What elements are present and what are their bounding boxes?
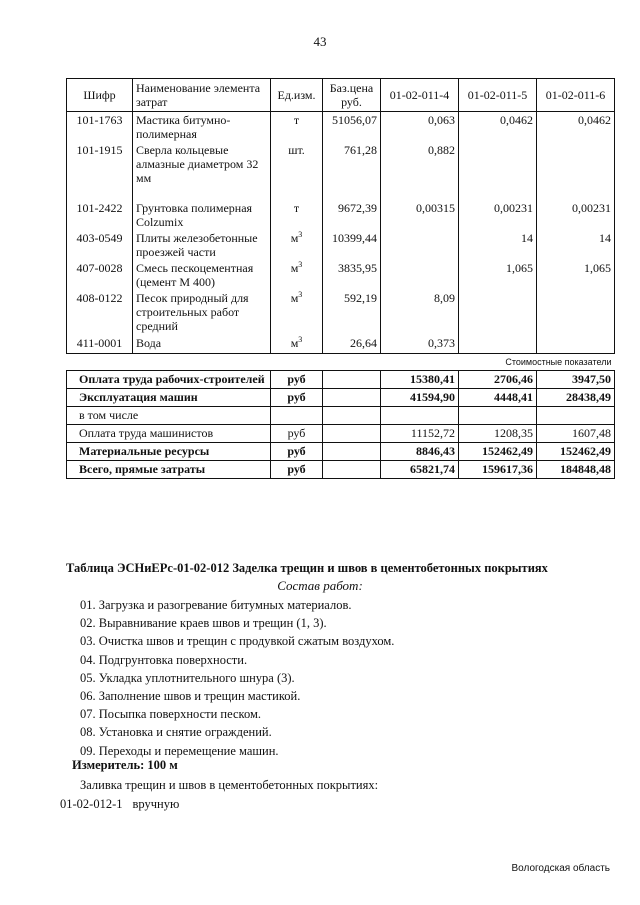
cost-price-empty [323,406,381,424]
section-subtitle: Состав работ: [277,578,363,593]
cost-price-empty [323,388,381,406]
cost-value-v5: 159617,36 [459,460,537,478]
cost-name: Оплата труда рабочих-строителей [67,370,271,388]
cost-row [67,424,615,442]
material-name: Мастика битумно-полимерная [133,112,271,143]
cost-row [67,370,615,388]
value-011-4: 0,882 [381,142,459,200]
value-011-6 [537,290,615,335]
material-unit [271,200,323,230]
cost-value-v6: 184848,48 [537,460,615,478]
unit-text: м [290,291,299,305]
col-header-name: Наименование элемента затрат [133,79,271,112]
material-name: Сверла кольцевые алмазные диаметром 32 мм [133,142,271,200]
unit-superscript: 3 [298,335,303,344]
cost-value-v6: 152462,49 [537,442,615,460]
fill-description: Заливка трещин и швов в цементобетонных покрытиях: [80,778,379,792]
cost-value-v6: 3947,50 [537,370,615,388]
value-011-5 [459,142,537,200]
cost-value-v4 [381,406,459,424]
value-011-5 [459,290,537,335]
cost-unit: руб [271,388,323,406]
col-header-price: Баз.цена руб. [323,79,381,112]
unit-text: м [290,231,299,245]
unit-text: т [293,201,300,215]
cost-value-v4: 65821,74 [381,460,459,478]
operation-item: 09. Переходы и перемещение машин. [80,743,279,758]
page-number: 43 [313,34,327,49]
norm-code-row [60,797,189,812]
meter-label: Измеритель: 100 м [72,758,178,772]
operation-item: 06. Заполнение швов и трещин мастикой. [80,689,301,704]
cost-price-empty [323,370,381,388]
unit-text: т [293,113,300,127]
value-011-6 [537,142,615,200]
table-row [67,112,615,143]
norm-code-desc: вручную [132,797,180,811]
table-row [67,335,615,353]
material-unit [271,260,323,290]
cost-price-empty [323,460,381,478]
cost-name: Материальные ресурсы [67,442,271,460]
material-price: 3835,95 [323,260,381,290]
cost-value-v6 [537,406,615,424]
cost-price-empty [323,424,381,442]
material-name: Песок природный для строительных работ средний [133,290,271,335]
cost-value-v4: 41594,90 [381,388,459,406]
cost-name: Оплата труда машинистов [67,424,271,442]
cost-name: Всего, прямые затраты [67,460,271,478]
operation-item: 01. Загрузка и разогревание битумных материалов. [80,598,352,612]
cost-value-v5 [459,406,537,424]
table-row [67,142,615,200]
value-011-4: 0,00315 [381,200,459,230]
unit-superscript: 3 [298,230,303,239]
material-code: 408-0122 [67,290,133,335]
material-code: 101-1763 [67,112,133,143]
material-name: Грунтовка полимерная Colzumix [133,200,271,230]
cost-value-v5: 2706,46 [459,370,537,388]
value-011-5 [459,335,537,353]
material-unit [271,142,323,200]
material-price: 9672,39 [323,200,381,230]
unit-text: шт. [288,143,305,157]
material-price: 26,64 [323,335,381,353]
unit-superscript: 3 [298,290,303,299]
unit-superscript: 3 [298,260,303,269]
table-row [67,290,615,335]
operations-list [80,596,394,760]
col-header-011-6: 01-02-011-6 [537,79,615,112]
section-title: Таблица ЭСНиЕРс-01-02-012 Заделка трещин и швов в цементобетонных покрытиях [66,561,548,575]
value-011-4 [381,230,459,260]
cost-value-v5: 1208,35 [459,424,537,442]
value-011-4 [381,260,459,290]
cost-header-row [67,353,615,370]
material-price: 761,28 [323,142,381,200]
value-011-5: 14 [459,230,537,260]
col-header-code: Шифр [67,79,133,112]
table-header-row [67,79,615,112]
operation-item: 08. Установка и снятие ограждений. [80,725,272,740]
cost-row [67,460,615,478]
cost-value-v5: 152462,49 [459,442,537,460]
cost-unit: руб [271,424,323,442]
cost-value-v6: 1607,48 [537,424,615,442]
value-011-6: 0,0462 [537,112,615,143]
cost-value-v4: 15380,41 [381,370,459,388]
material-code: 411-0001 [67,335,133,353]
material-price: 10399,44 [323,230,381,260]
value-011-5: 1,065 [459,260,537,290]
unit-text: м [290,261,299,275]
material-name: Плиты железобетонные проезжей части [133,230,271,260]
cost-unit: руб [271,460,323,478]
table-row [67,260,615,290]
value-011-4: 0,063 [381,112,459,143]
col-header-011-5: 01-02-011-5 [459,79,537,112]
value-011-6: 14 [537,230,615,260]
operation-item: 02. Выравнивание краев швов и трещин (1, 3). [80,616,327,631]
value-011-5: 0,0462 [459,112,537,143]
operation-item: 04. Подгрунтовка поверхности. [80,652,248,667]
material-code: 403-0549 [67,230,133,260]
material-code: 101-2422 [67,200,133,230]
cost-name: Эксплуатация машин [67,388,271,406]
cost-value-v4: 11152,72 [381,424,459,442]
material-unit [271,112,323,143]
material-unit [271,230,323,260]
cost-unit: руб [271,442,323,460]
material-name: Смесь пескоцементная (цемент М 400) [133,260,271,290]
operation-item: 05. Укладка уплотнительного шнура (3). [80,670,295,685]
cost-row [67,442,615,460]
resources-table [66,78,615,479]
operation-item: 03. Очистка швов и трещин с продувкой сжатым воздухом. [80,634,395,649]
cost-unit: руб [271,370,323,388]
table-row [67,200,615,230]
value-011-6: 0,00231 [537,200,615,230]
material-unit [271,335,323,353]
operation-item: 07. Посыпка поверхности песком. [80,707,262,722]
col-header-011-4: 01-02-011-4 [381,79,459,112]
cost-row [67,388,615,406]
norm-code: 01-02-012-1 [60,797,123,811]
cost-price-empty [323,442,381,460]
table-row [67,230,615,260]
value-011-4: 8,09 [381,290,459,335]
cost-value-v4: 8846,43 [381,442,459,460]
material-name: Вода [133,335,271,353]
cost-header-label: Стоимостные показатели [67,353,615,370]
material-code: 407-0028 [67,260,133,290]
material-code: 101-1915 [67,142,133,200]
cost-value-v6: 28438,49 [537,388,615,406]
cost-unit [271,406,323,424]
value-011-6 [537,335,615,353]
cost-value-v5: 4448,41 [459,388,537,406]
material-price: 592,19 [323,290,381,335]
value-011-6: 1,065 [537,260,615,290]
value-011-5: 0,00231 [459,200,537,230]
cost-name: в том числе [67,406,271,424]
col-header-unit: Ед.изм. [271,79,323,112]
footer-region: Вологодская область [511,863,610,874]
material-unit [271,290,323,335]
cost-row [67,406,615,424]
material-price: 51056,07 [323,112,381,143]
unit-text: м [290,336,299,350]
value-011-4: 0,373 [381,335,459,353]
